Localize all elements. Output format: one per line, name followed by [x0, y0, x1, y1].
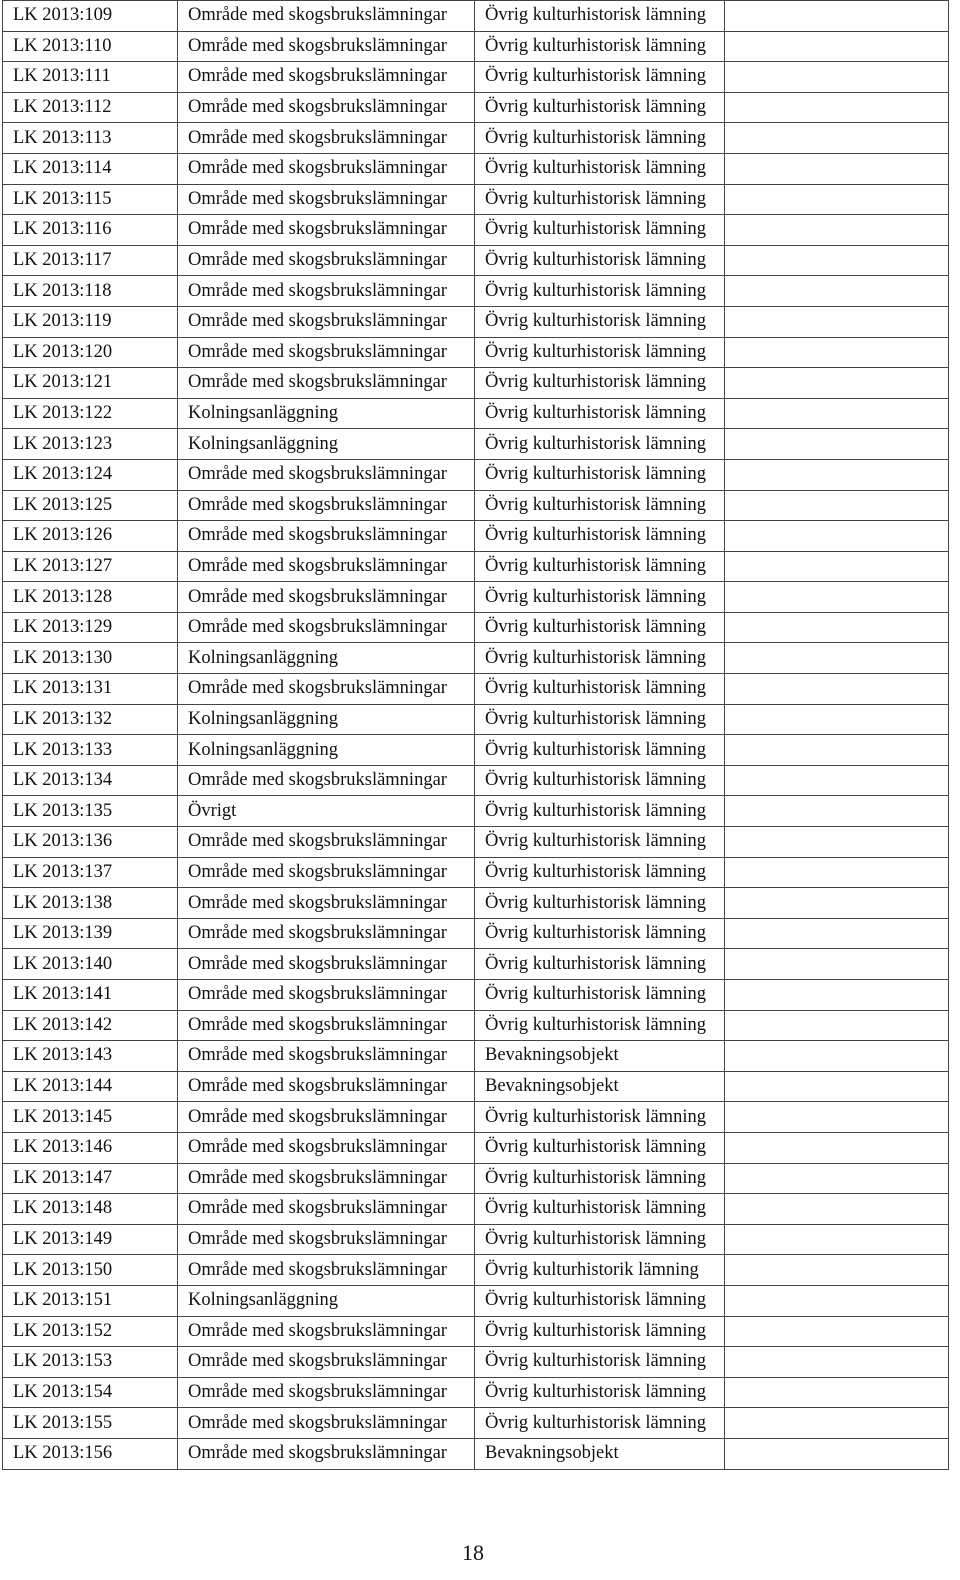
empty-cell: [725, 215, 949, 246]
lamning-id-cell: LK 2013:113: [3, 123, 178, 154]
lamning-type-cell: Område med skogsbrukslämningar: [178, 521, 475, 552]
lamning-id-cell: LK 2013:114: [3, 153, 178, 184]
empty-cell: [725, 31, 949, 62]
empty-cell: [725, 184, 949, 215]
empty-cell: [725, 643, 949, 674]
table-row: [3, 980, 949, 1011]
lamning-id-cell: LK 2013:129: [3, 612, 178, 643]
lamning-id-cell: LK 2013:111: [3, 62, 178, 93]
lamning-status-cell: Övrig kulturhistorisk lämning: [475, 153, 725, 184]
lamning-id-cell: LK 2013:151: [3, 1285, 178, 1316]
empty-cell: [725, 62, 949, 93]
lamning-type-cell: Område med skogsbrukslämningar: [178, 306, 475, 337]
empty-cell: [725, 1010, 949, 1041]
lamning-type-cell: Område med skogsbrukslämningar: [178, 31, 475, 62]
lamning-id-cell: LK 2013:147: [3, 1163, 178, 1194]
lamning-type-cell: Område med skogsbrukslämningar: [178, 184, 475, 215]
empty-cell: [725, 153, 949, 184]
table-row: [3, 1255, 949, 1286]
table-row: [3, 551, 949, 582]
lamning-status-cell: Övrig kulturhistorisk lämning: [475, 184, 725, 215]
empty-cell: [725, 1041, 949, 1072]
lamning-type-cell: Område med skogsbrukslämningar: [178, 1224, 475, 1255]
empty-cell: [725, 1194, 949, 1225]
lamning-type-cell: Område med skogsbrukslämningar: [178, 490, 475, 521]
lamning-status-cell: Övrig kulturhistorisk lämning: [475, 582, 725, 613]
empty-cell: [725, 765, 949, 796]
lamning-id-cell: LK 2013:138: [3, 888, 178, 919]
lamning-id-cell: LK 2013:152: [3, 1316, 178, 1347]
lamning-id-cell: LK 2013:153: [3, 1347, 178, 1378]
table-row: [3, 796, 949, 827]
lamning-status-cell: Övrig kulturhistorisk lämning: [475, 368, 725, 399]
lamning-status-cell: Övrig kulturhistorisk lämning: [475, 1010, 725, 1041]
table-row: [3, 1102, 949, 1133]
lamning-status-cell: Övrig kulturhistorisk lämning: [475, 276, 725, 307]
lamning-type-cell: Område med skogsbrukslämningar: [178, 1132, 475, 1163]
lamning-status-cell: Övrig kulturhistorisk lämning: [475, 827, 725, 858]
table-row: [3, 949, 949, 980]
lamning-id-cell: LK 2013:126: [3, 521, 178, 552]
lamning-id-cell: LK 2013:112: [3, 92, 178, 123]
table-row: [3, 429, 949, 460]
table-row: [3, 1010, 949, 1041]
lamning-type-cell: Område med skogsbrukslämningar: [178, 1316, 475, 1347]
lamning-status-cell: Övrig kulturhistorisk lämning: [475, 888, 725, 919]
lamning-id-cell: LK 2013:141: [3, 980, 178, 1011]
lamning-id-cell: LK 2013:128: [3, 582, 178, 613]
empty-cell: [725, 1377, 949, 1408]
lamning-id-cell: LK 2013:130: [3, 643, 178, 674]
lamning-type-cell: Kolningsanläggning: [178, 704, 475, 735]
table-row: [3, 857, 949, 888]
empty-cell: [725, 704, 949, 735]
table-row: [3, 918, 949, 949]
lamning-status-cell: Övrig kulturhistorisk lämning: [475, 1132, 725, 1163]
table-row: [3, 123, 949, 154]
lamning-id-cell: LK 2013:144: [3, 1071, 178, 1102]
table-row: [3, 92, 949, 123]
table-row: [3, 582, 949, 613]
lamning-id-cell: LK 2013:120: [3, 337, 178, 368]
lamning-status-cell: Bevakningsobjekt: [475, 1041, 725, 1072]
lamning-id-cell: LK 2013:134: [3, 765, 178, 796]
lamning-id-cell: LK 2013:121: [3, 368, 178, 399]
lamning-id-cell: LK 2013:135: [3, 796, 178, 827]
lamning-type-cell: Område med skogsbrukslämningar: [178, 918, 475, 949]
lamning-id-cell: LK 2013:146: [3, 1132, 178, 1163]
lamning-id-cell: LK 2013:148: [3, 1194, 178, 1225]
lamning-status-cell: Övrig kulturhistorisk lämning: [475, 612, 725, 643]
lamning-type-cell: Kolningsanläggning: [178, 735, 475, 766]
lamning-id-cell: LK 2013:140: [3, 949, 178, 980]
lamning-type-cell: Område med skogsbrukslämningar: [178, 857, 475, 888]
lamning-id-cell: LK 2013:145: [3, 1102, 178, 1133]
lamning-id-cell: LK 2013:109: [3, 1, 178, 32]
lamning-status-cell: Övrig kulturhistorisk lämning: [475, 31, 725, 62]
lamning-status-cell: Övrig kulturhistorisk lämning: [475, 765, 725, 796]
lamning-id-cell: LK 2013:118: [3, 276, 178, 307]
empty-cell: [725, 1, 949, 32]
lamning-status-cell: Övrig kulturhistorisk lämning: [475, 1408, 725, 1439]
table-row: [3, 245, 949, 276]
table-row: [3, 215, 949, 246]
empty-cell: [725, 1408, 949, 1439]
lamning-status-cell: Övrig kulturhistorisk lämning: [475, 1347, 725, 1378]
lamning-id-cell: LK 2013:133: [3, 735, 178, 766]
lamning-id-cell: LK 2013:132: [3, 704, 178, 735]
lamning-id-cell: LK 2013:119: [3, 306, 178, 337]
lamning-id-cell: LK 2013:143: [3, 1041, 178, 1072]
lamning-type-cell: Område med skogsbrukslämningar: [178, 1041, 475, 1072]
lamning-id-cell: LK 2013:154: [3, 1377, 178, 1408]
table-row: [3, 1071, 949, 1102]
lamning-status-cell: Övrig kulturhistorisk lämning: [475, 857, 725, 888]
lamning-type-cell: Område med skogsbrukslämningar: [178, 1010, 475, 1041]
empty-cell: [725, 276, 949, 307]
lamning-type-cell: Kolningsanläggning: [178, 1285, 475, 1316]
empty-cell: [725, 521, 949, 552]
lamning-type-cell: Område med skogsbrukslämningar: [178, 276, 475, 307]
lamning-status-cell: Övrig kulturhistorisk lämning: [475, 918, 725, 949]
empty-cell: [725, 459, 949, 490]
lamning-type-cell: Område med skogsbrukslämningar: [178, 1102, 475, 1133]
empty-cell: [725, 1347, 949, 1378]
lamning-type-cell: Område med skogsbrukslämningar: [178, 1071, 475, 1102]
lamning-type-cell: Område med skogsbrukslämningar: [178, 980, 475, 1011]
lamning-status-cell: Övrig kulturhistorisk lämning: [475, 949, 725, 980]
lamning-status-cell: Övrig kulturhistorisk lämning: [475, 429, 725, 460]
empty-cell: [725, 1285, 949, 1316]
table-row: [3, 1163, 949, 1194]
lamning-type-cell: Område med skogsbrukslämningar: [178, 1194, 475, 1225]
lamning-type-cell: Område med skogsbrukslämningar: [178, 215, 475, 246]
table-row: [3, 1041, 949, 1072]
lamning-status-cell: Övrig kulturhistorisk lämning: [475, 1285, 725, 1316]
empty-cell: [725, 429, 949, 460]
lamning-type-cell: Område med skogsbrukslämningar: [178, 1255, 475, 1286]
lamning-type-cell: Område med skogsbrukslämningar: [178, 337, 475, 368]
empty-cell: [725, 949, 949, 980]
lamning-type-cell: Område med skogsbrukslämningar: [178, 459, 475, 490]
table-row: [3, 1408, 949, 1439]
empty-cell: [725, 1224, 949, 1255]
table-row: [3, 368, 949, 399]
lamning-status-cell: Övrig kulturhistorisk lämning: [475, 1224, 725, 1255]
empty-cell: [725, 490, 949, 521]
empty-cell: [725, 337, 949, 368]
lamning-id-cell: LK 2013:142: [3, 1010, 178, 1041]
table-row: [3, 1224, 949, 1255]
lamning-status-cell: Övrig kulturhistorisk lämning: [475, 1102, 725, 1133]
table-row: [3, 1347, 949, 1378]
empty-cell: [725, 735, 949, 766]
lamning-status-cell: Övrig kulturhistorisk lämning: [475, 62, 725, 93]
lamning-id-cell: LK 2013:131: [3, 674, 178, 705]
lamning-id-cell: LK 2013:127: [3, 551, 178, 582]
lamning-id-cell: LK 2013:125: [3, 490, 178, 521]
lamning-id-cell: LK 2013:122: [3, 398, 178, 429]
lamning-status-cell: Övrig kulturhistorisk lämning: [475, 459, 725, 490]
lamning-type-cell: Område med skogsbrukslämningar: [178, 1163, 475, 1194]
lamning-status-cell: Övrig kulturhistorisk lämning: [475, 123, 725, 154]
lamning-id-cell: LK 2013:124: [3, 459, 178, 490]
lamning-status-cell: Övrig kulturhistorisk lämning: [475, 337, 725, 368]
lamning-type-cell: Område med skogsbrukslämningar: [178, 123, 475, 154]
table-row: [3, 1377, 949, 1408]
table-row: [3, 490, 949, 521]
lamning-type-cell: Område med skogsbrukslämningar: [178, 245, 475, 276]
table-row: [3, 827, 949, 858]
lamning-type-cell: Område med skogsbrukslämningar: [178, 612, 475, 643]
lamning-id-cell: LK 2013:156: [3, 1438, 178, 1469]
lamning-id-cell: LK 2013:116: [3, 215, 178, 246]
lamning-status-cell: Övrig kulturhistorisk lämning: [475, 551, 725, 582]
empty-cell: [725, 1316, 949, 1347]
lamning-table: [2, 0, 949, 1470]
empty-cell: [725, 796, 949, 827]
lamning-type-cell: Område med skogsbrukslämningar: [178, 674, 475, 705]
table-row: [3, 612, 949, 643]
lamning-status-cell: Övrig kulturhistorisk lämning: [475, 92, 725, 123]
lamning-id-cell: LK 2013:137: [3, 857, 178, 888]
lamning-id-cell: LK 2013:149: [3, 1224, 178, 1255]
table-row: [3, 643, 949, 674]
lamning-status-cell: Övrig kulturhistorisk lämning: [475, 1163, 725, 1194]
empty-cell: [725, 123, 949, 154]
empty-cell: [725, 1438, 949, 1469]
empty-cell: [725, 1163, 949, 1194]
lamning-type-cell: Område med skogsbrukslämningar: [178, 949, 475, 980]
lamning-type-cell: Övrigt: [178, 796, 475, 827]
empty-cell: [725, 888, 949, 919]
empty-cell: [725, 245, 949, 276]
lamning-status-cell: Övrig kulturhistorisk lämning: [475, 521, 725, 552]
table-row: [3, 337, 949, 368]
table-row: [3, 735, 949, 766]
table-row: [3, 521, 949, 552]
table-row: [3, 1132, 949, 1163]
lamning-type-cell: Område med skogsbrukslämningar: [178, 582, 475, 613]
lamning-status-cell: Övrig kulturhistorisk lämning: [475, 1377, 725, 1408]
empty-cell: [725, 1071, 949, 1102]
table-row: [3, 153, 949, 184]
empty-cell: [725, 980, 949, 1011]
empty-cell: [725, 857, 949, 888]
lamning-type-cell: Område med skogsbrukslämningar: [178, 888, 475, 919]
lamning-id-cell: LK 2013:115: [3, 184, 178, 215]
lamning-type-cell: Område med skogsbrukslämningar: [178, 551, 475, 582]
empty-cell: [725, 1102, 949, 1133]
lamning-type-cell: Område med skogsbrukslämningar: [178, 368, 475, 399]
table-row: [3, 184, 949, 215]
lamning-status-cell: Övrig kulturhistorisk lämning: [475, 490, 725, 521]
table-row: [3, 62, 949, 93]
page-number: 18: [462, 1540, 484, 1565]
lamning-status-cell: Övrig kulturhistorik lämning: [475, 1255, 725, 1286]
empty-cell: [725, 398, 949, 429]
empty-cell: [725, 92, 949, 123]
lamning-id-cell: LK 2013:150: [3, 1255, 178, 1286]
lamning-status-cell: Övrig kulturhistorisk lämning: [475, 643, 725, 674]
lamning-id-cell: LK 2013:139: [3, 918, 178, 949]
empty-cell: [725, 582, 949, 613]
lamning-type-cell: Område med skogsbrukslämningar: [178, 62, 475, 93]
lamning-status-cell: Övrig kulturhistorisk lämning: [475, 398, 725, 429]
table-row: [3, 888, 949, 919]
empty-cell: [725, 674, 949, 705]
table-row: [3, 459, 949, 490]
lamning-type-cell: Område med skogsbrukslämningar: [178, 153, 475, 184]
lamning-status-cell: Övrig kulturhistorisk lämning: [475, 980, 725, 1011]
table-body: [3, 1, 949, 1470]
lamning-type-cell: Område med skogsbrukslämningar: [178, 1438, 475, 1469]
lamning-id-cell: LK 2013:155: [3, 1408, 178, 1439]
lamning-type-cell: Område med skogsbrukslämningar: [178, 1, 475, 32]
lamning-type-cell: Område med skogsbrukslämningar: [178, 1347, 475, 1378]
lamning-status-cell: Övrig kulturhistorisk lämning: [475, 1, 725, 32]
table-row: [3, 765, 949, 796]
empty-cell: [725, 368, 949, 399]
empty-cell: [725, 612, 949, 643]
lamning-id-cell: LK 2013:136: [3, 827, 178, 858]
empty-cell: [725, 1255, 949, 1286]
lamning-status-cell: Övrig kulturhistorisk lämning: [475, 1316, 725, 1347]
lamning-status-cell: Bevakningsobjekt: [475, 1071, 725, 1102]
lamning-status-cell: Övrig kulturhistorisk lämning: [475, 245, 725, 276]
table-row: [3, 31, 949, 62]
lamning-status-cell: Bevakningsobjekt: [475, 1438, 725, 1469]
table-row: [3, 1316, 949, 1347]
lamning-type-cell: Område med skogsbrukslämningar: [178, 92, 475, 123]
table-row: [3, 306, 949, 337]
lamning-status-cell: Övrig kulturhistorisk lämning: [475, 306, 725, 337]
lamning-type-cell: Område med skogsbrukslämningar: [178, 765, 475, 796]
lamning-type-cell: Område med skogsbrukslämningar: [178, 1408, 475, 1439]
table-row: [3, 1285, 949, 1316]
table-row: [3, 704, 949, 735]
empty-cell: [725, 827, 949, 858]
empty-cell: [725, 1132, 949, 1163]
empty-cell: [725, 551, 949, 582]
table-row: [3, 276, 949, 307]
empty-cell: [725, 918, 949, 949]
lamning-type-cell: Område med skogsbrukslämningar: [178, 827, 475, 858]
lamning-status-cell: Övrig kulturhistorisk lämning: [475, 215, 725, 246]
lamning-status-cell: Övrig kulturhistorisk lämning: [475, 1194, 725, 1225]
table-row: [3, 1, 949, 32]
lamning-id-cell: LK 2013:117: [3, 245, 178, 276]
table-row: [3, 1194, 949, 1225]
lamning-status-cell: Övrig kulturhistorisk lämning: [475, 796, 725, 827]
lamning-type-cell: Kolningsanläggning: [178, 429, 475, 460]
empty-cell: [725, 306, 949, 337]
lamning-status-cell: Övrig kulturhistorisk lämning: [475, 735, 725, 766]
lamning-type-cell: Kolningsanläggning: [178, 398, 475, 429]
lamning-type-cell: Kolningsanläggning: [178, 643, 475, 674]
lamning-id-cell: LK 2013:110: [3, 31, 178, 62]
table-row: [3, 674, 949, 705]
lamning-status-cell: Övrig kulturhistorisk lämning: [475, 704, 725, 735]
table-row: [3, 398, 949, 429]
lamning-id-cell: LK 2013:123: [3, 429, 178, 460]
lamning-status-cell: Övrig kulturhistorisk lämning: [475, 674, 725, 705]
lamning-type-cell: Område med skogsbrukslämningar: [178, 1377, 475, 1408]
table-row: [3, 1438, 949, 1469]
